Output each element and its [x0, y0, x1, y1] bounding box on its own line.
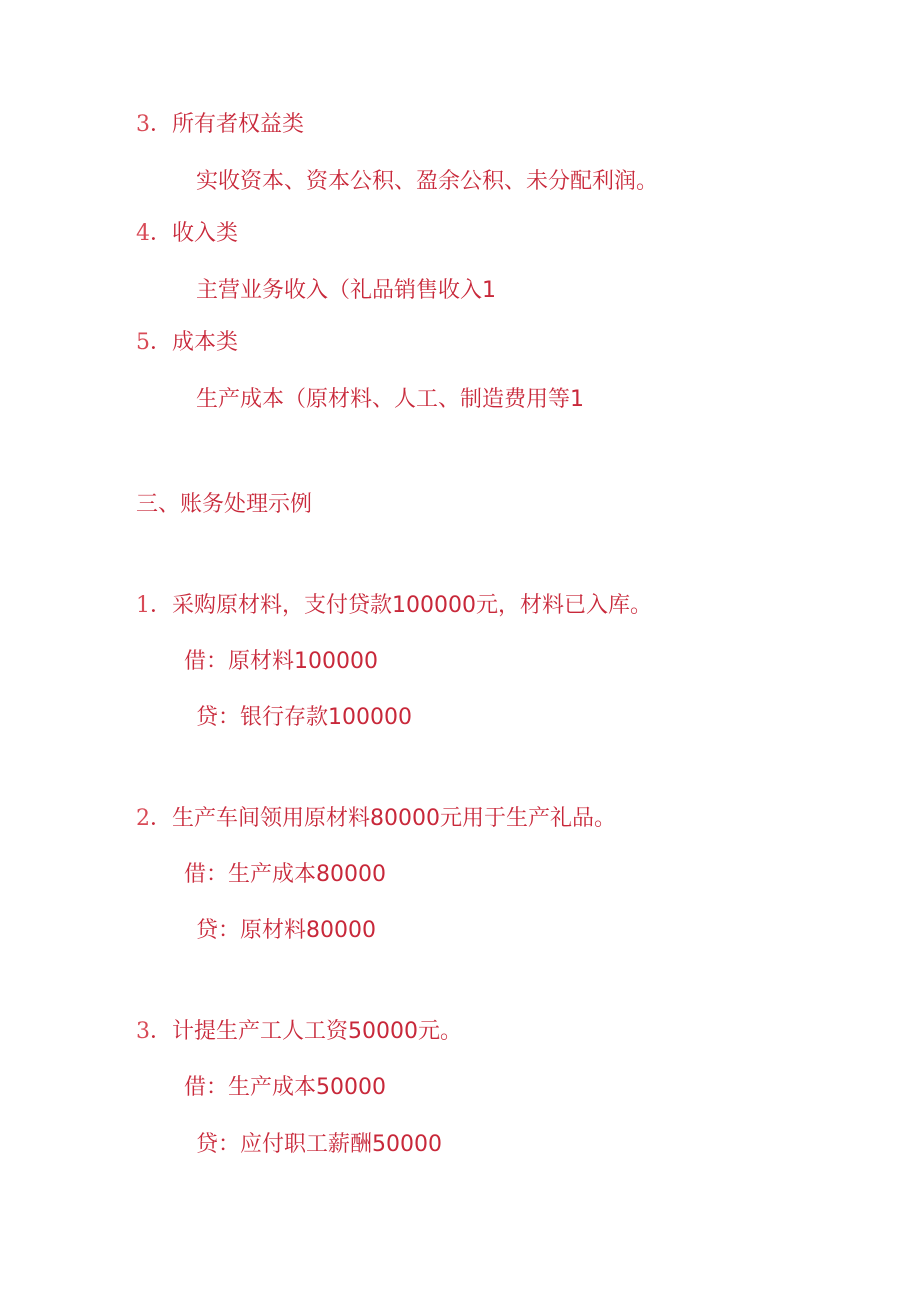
example-3-credit: 贷：应付职工薪酬50000: [196, 1132, 442, 1157]
equity-heading: [136, 110, 304, 140]
example-3-debit: 借：生产成本50000: [184, 1075, 386, 1100]
example-2-description: [136, 804, 616, 834]
example-2-credit: 贷：原材料80000: [196, 918, 376, 943]
income-heading-number: 4: [136, 221, 150, 246]
example-3-number: 3: [136, 1019, 150, 1044]
example-1-number: 1: [136, 593, 150, 618]
cost-heading: [136, 328, 238, 358]
example-1-description: [136, 591, 652, 621]
example-3-description: [136, 1017, 462, 1047]
section-three-title: 三、账务处理示例: [136, 492, 313, 517]
income-heading-text: ．收入类: [150, 221, 239, 246]
income-heading: [136, 219, 238, 249]
example-2-number: 2: [136, 806, 150, 831]
example-1-credit: 贷：银行存款100000: [196, 705, 412, 730]
example-1-debit: 借：原材料100000: [184, 649, 378, 674]
cost-heading-text: ．成本类: [150, 330, 239, 355]
example-3-text: ．计提生产工人工资50000元。: [150, 1019, 462, 1044]
cost-body: 生产成本（原材料、人工、制造费用等1: [196, 387, 584, 412]
example-2-text: ．生产车间领用原材料80000元用于生产礼品。: [150, 806, 616, 831]
cost-heading-number: 5: [136, 330, 150, 355]
example-2-debit: 借：生产成本80000: [184, 862, 386, 887]
equity-body: 实收资本、资本公积、盈余公积、未分配利润。: [196, 169, 659, 194]
example-1-text: ．采购原材料，支付贷款100000元，材料已入库。: [150, 593, 652, 618]
income-body: 主营业务收入（礼品销售收入1: [196, 278, 496, 303]
equity-heading-number: 3: [136, 112, 150, 137]
equity-heading-text: ．所有者权益类: [150, 112, 305, 137]
